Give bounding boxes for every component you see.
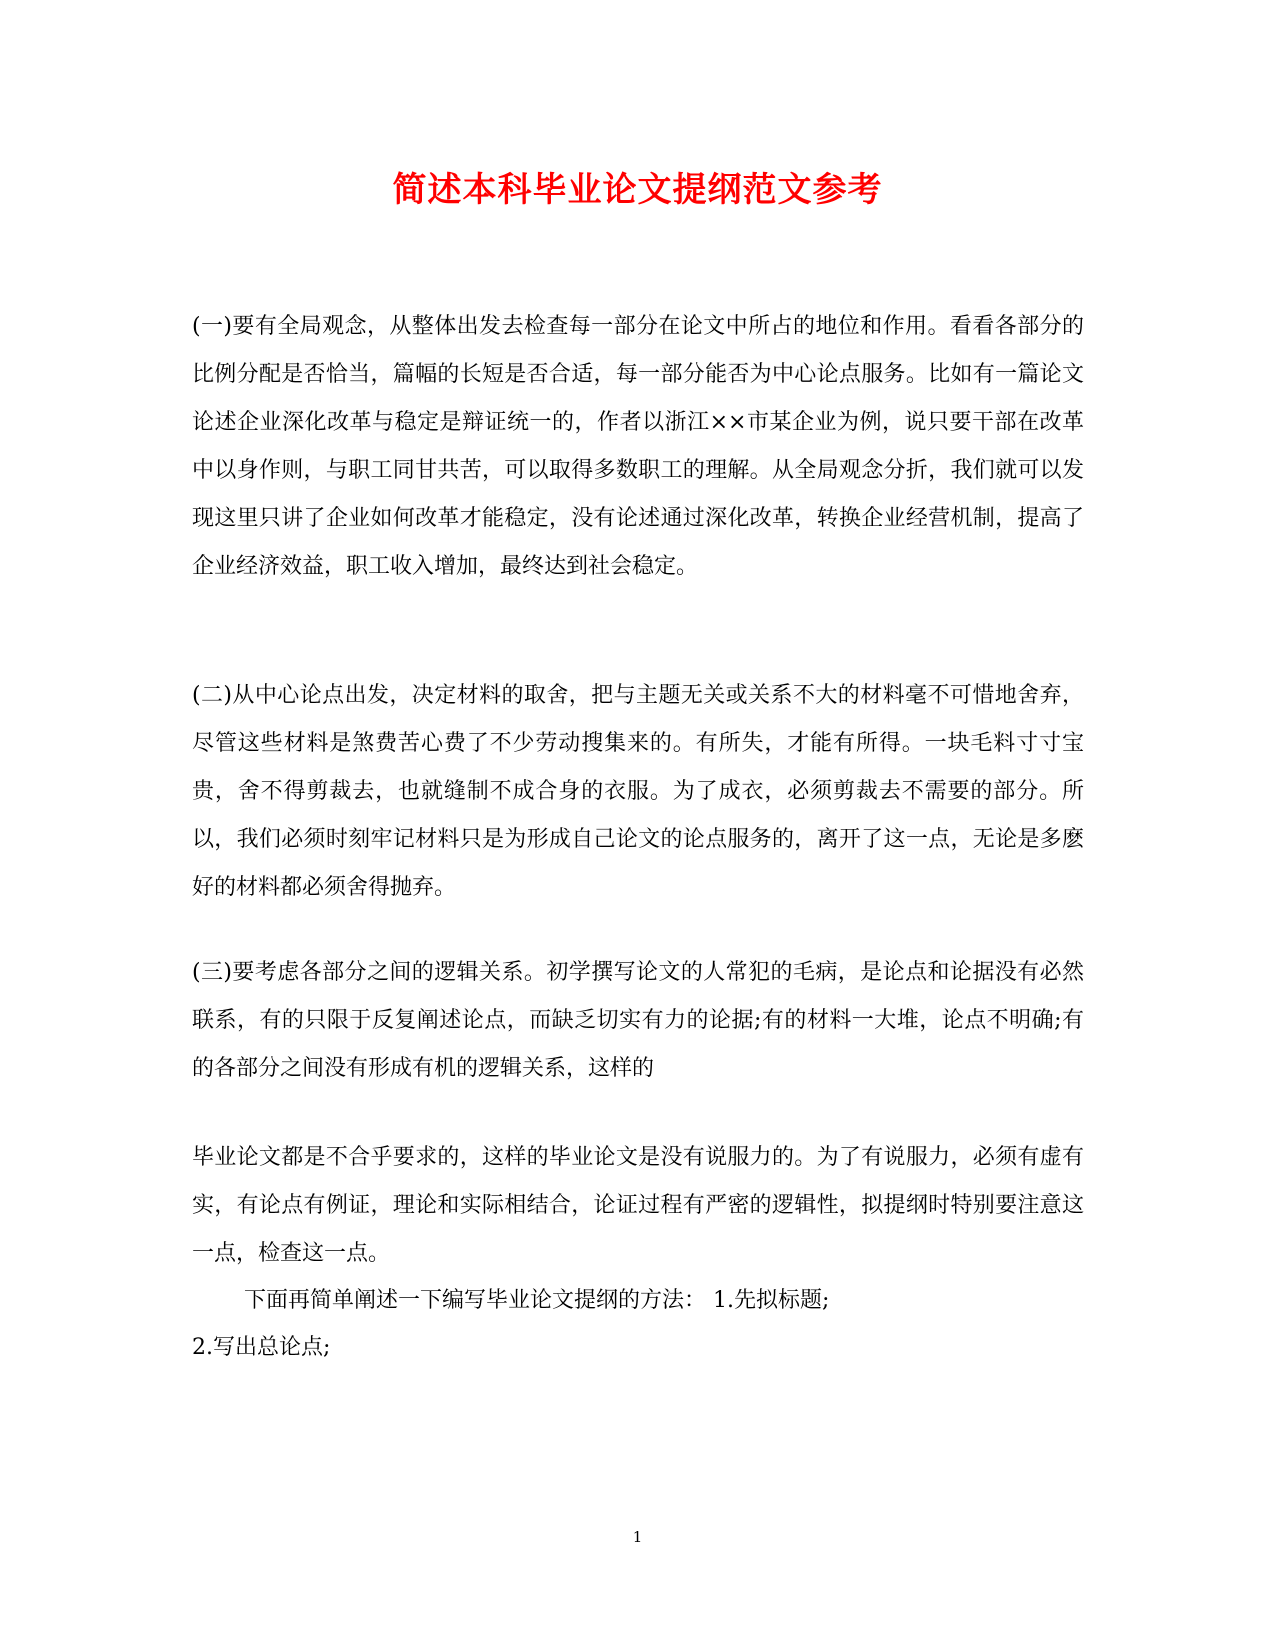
paragraph-2: (二)从中心论点出发，决定材料的取舍，把与主题无关或关系不大的材料毫不可惜地舍弃，尽管这些材料是煞费苦心费了不少劳动搜集来的。有所失，才能有所得。一块毛料寸寸宝贵，舍不得剪裁去，也就缝制不成合身的衣服。为了成衣，必须剪裁去不需要的部分。所以，我们必须时刻牢记材料只是为形成自己论文的论点服务的，离开了这一点，无论是多麽好的材料都必须舍得抛弃。 [192, 683, 1084, 900]
paragraph-5: 下面再简单阐述一下编写毕业论文提纲的方法： 1.先拟标题; [244, 1288, 830, 1313]
document-title: 简述本科毕业论文提纲范文参考 [392, 170, 883, 210]
paragraph-6: 2.写出总论点; [192, 1335, 331, 1360]
paragraph-4: 毕业论文都是不合乎要求的，这样的毕业论文是没有说服力的。为了有说服力，必须有虚有实，有论点有例证，理论和实际相结合，论证过程有严密的逻辑性，拟提纲时特别要注意这一点，检查这一点。 [192, 1145, 1084, 1266]
paragraph-1: (一)要有全局观念，从整体出发去检查每一部分在论文中所占的地位和作用。看看各部分的比例分配是否恰当，篇幅的长短是否合适，每一部分能否为中心论点服务。比如有一篇论文论述企业深化改革与稳定是辩证统一的，作者以浙江××市某企业为例，说只要干部在改革中以身作则，与职工同甘共苦，可以取得多数职工的理解。从全局观念分折，我们就可以发现这里只讲了企业如何改革才能稳定，没有论述通过深化改革，转换企业经营机制，提高了企业经济效益，职工收入增加，最终达到社会稳定。 [192, 314, 1084, 579]
page-number: 1 [632, 1528, 643, 1546]
paragraph-3: (三)要考虑各部分之间的逻辑关系。初学撰写论文的人常犯的毛病，是论点和论据没有必然联系，有的只限于反复阐述论点，而缺乏切实有力的论据;有的材料一大堆，论点不明确;有的各部分之间没有形成有机的逻辑关系，这样的 [192, 960, 1084, 1081]
